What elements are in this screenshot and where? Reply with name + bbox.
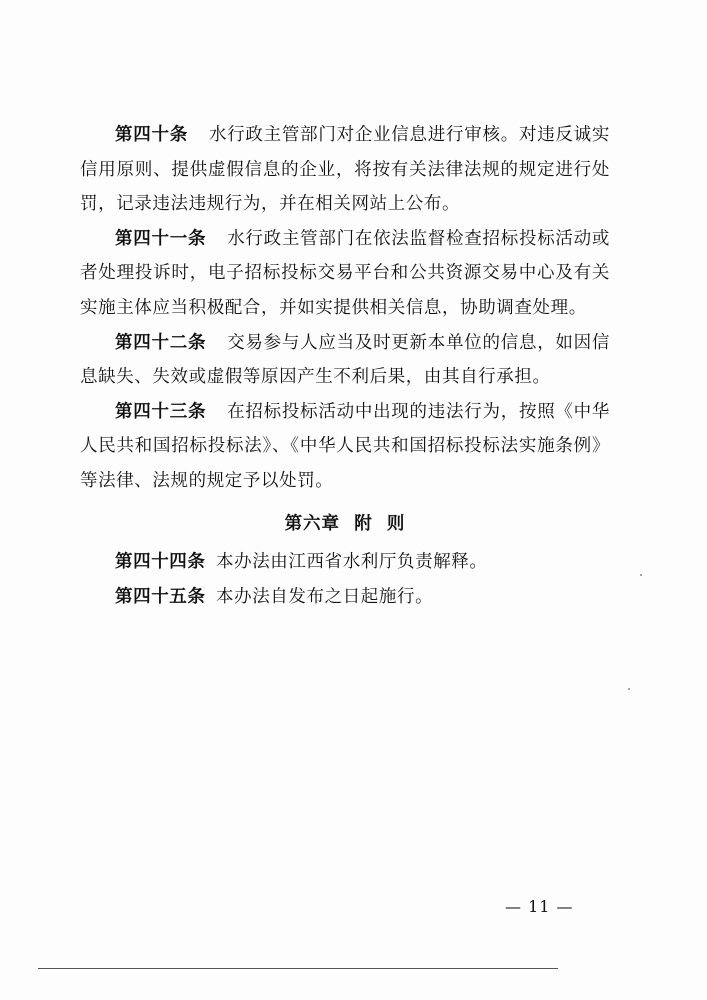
article-number: 第四十一条 — [115, 228, 207, 249]
article-42 — [80, 326, 610, 395]
article-text: 水行政主管部门在依法监督检查招标投标活动或者处理投诉时，电子招标投标交易平台和公共资源交易中心及有关实施主体应当积极配合，并如实提供相关信息，协助调查处理。 — [80, 228, 610, 318]
article-number: 第四十四条 — [115, 552, 206, 573]
article-text: 交易参与人应当及时更新本单位的信息，如因信息缺失、失效或虚假等原因产生不利后果，由其自行承担。 — [80, 332, 610, 388]
article-40 — [80, 118, 610, 222]
document-body — [80, 118, 610, 614]
article-45 — [80, 580, 610, 615]
article-number: 第四十条 — [115, 125, 188, 145]
article-text: 本办法自发布之日起施行。 — [216, 586, 434, 607]
article-text: 在招标投标活动中出现的违法行为，按照《中华人民共和国招标投标法》、《中华人民共和国招标投标法实施条例》等法律、法规的规定予以处罚。 — [80, 401, 610, 491]
scan-speck — [628, 688, 630, 690]
article-text: 水行政主管部门对企业信息进行审核。对违反诚实信用原则、提供虚假信息的企业，将按有关法律法规的规定进行处罚，记录违法违规行为，并在相关网站上公布。 — [80, 125, 610, 215]
article-43 — [80, 395, 610, 499]
article-number: 第四十二条 — [115, 332, 207, 353]
page-number: — 11 — — [505, 897, 574, 916]
bottom-rule — [38, 968, 558, 969]
scan-speck — [640, 574, 642, 576]
article-44 — [80, 545, 610, 580]
article-text: 本办法由江西省水利厅负责解释。 — [216, 552, 488, 573]
article-41 — [80, 222, 610, 326]
article-number: 第四十五条 — [115, 586, 206, 607]
chapter-heading: 第六章 附 则 — [284, 513, 406, 534]
article-number: 第四十三条 — [115, 401, 207, 422]
